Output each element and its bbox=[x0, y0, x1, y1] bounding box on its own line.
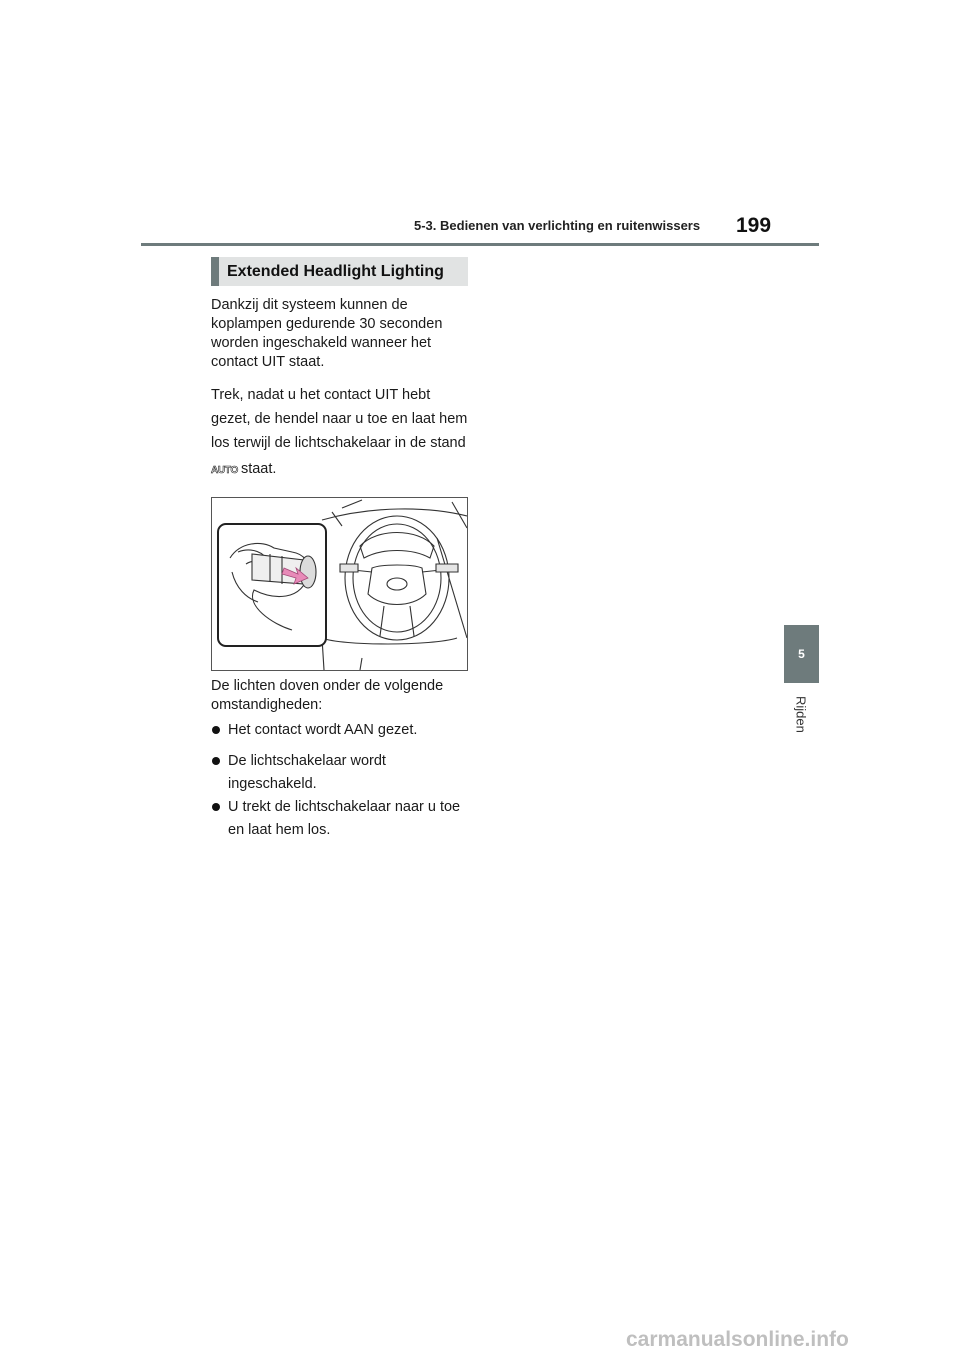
chapter-tab: 5 bbox=[784, 625, 819, 683]
paragraph-instruction-end: staat. bbox=[240, 461, 277, 477]
paragraph-conditions: De lichten doven onder de volgende omstandigheden: bbox=[211, 678, 444, 713]
list-item bbox=[211, 796, 473, 842]
chapter-label: Rijden bbox=[793, 695, 809, 733]
auto-line bbox=[211, 460, 473, 479]
auto-icon: AUTO bbox=[211, 465, 238, 476]
section-heading: Extended Headlight Lighting bbox=[211, 257, 468, 286]
illustration-svg bbox=[212, 498, 467, 670]
header-rule bbox=[141, 243, 819, 246]
bullet-icon bbox=[211, 750, 228, 796]
bullet-icon bbox=[211, 796, 228, 842]
paragraph-intro: Dankzij dit systeem kunnen de koplampen gedurende 30 seconden worden ingeschakeld wanneer het contact UIT staat. bbox=[211, 297, 443, 370]
page-number: 199 bbox=[736, 214, 772, 237]
header-section-title: 5-3. Bedienen van verlichting en ruitenwissers bbox=[414, 218, 701, 233]
watermark: carmanualsonline.info bbox=[626, 1328, 849, 1351]
paragraph-instruction: Trek, nadat u het contact UIT hebt gezet, de hendel naar u toe en laat hem los terwijl de lichtschakelaar in de stand bbox=[211, 387, 468, 451]
steering-lever-illustration bbox=[211, 497, 468, 671]
bullet-icon bbox=[211, 719, 228, 742]
list-item bbox=[211, 719, 473, 742]
list-item-text: U trekt de lichtschakelaar naar u toe en laat hem los. bbox=[228, 799, 461, 838]
list-item bbox=[211, 750, 473, 796]
list-item-text: De lichtschakelaar wordt ingeschakeld. bbox=[228, 753, 386, 792]
list-item-text: Het contact wordt AAN gezet. bbox=[228, 722, 418, 738]
